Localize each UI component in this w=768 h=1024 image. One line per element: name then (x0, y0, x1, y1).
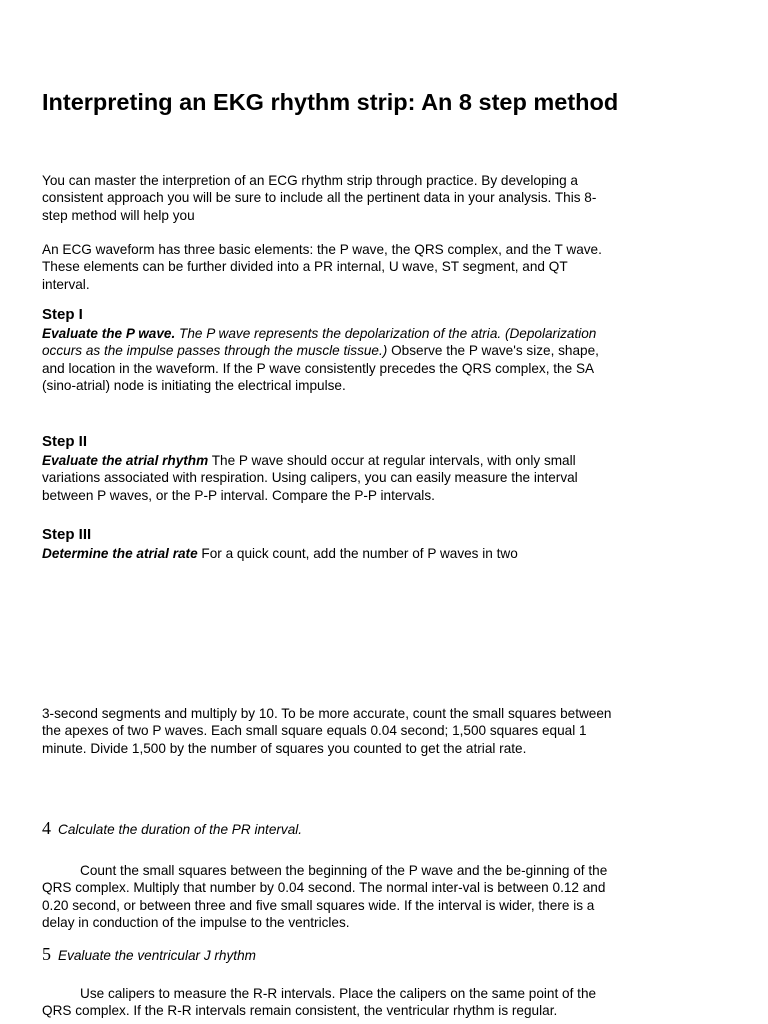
step-2-paragraph (42, 452, 617, 504)
step-5-heading: Evaluate the ventricular J rhythm (58, 948, 256, 963)
step-2-body: The P wave should occur at regular intervals, with only small variations associated with respiration. Using calipers, you can easily measure the interval between P waves, or the P-P interval. Compare the P-P intervals. (42, 453, 578, 503)
step-4-paragraph (42, 862, 612, 932)
step-5-number: 5 (42, 944, 51, 964)
step-5-body: Use calipers to measure the R-R intervals. Place the calipers on the same point of the QRS complex. If the R-R intervals remain consistent, the ventricular rhythm is regular. (42, 986, 597, 1019)
step-4-heading-line (42, 818, 302, 840)
page-title: Interpreting an EKG rhythm strip: An 8 step method (42, 89, 619, 115)
step-3-paragraph (42, 545, 617, 562)
step-1-body: Observe the P wave's size, shape, and location in the waveform. If the P wave consistently precedes the QRS complex, the SA (sino-atrial) node is initiating the electrical impulse. (42, 343, 599, 394)
step-3-body: For a quick count, add the number of P waves in two (197, 546, 518, 561)
step-2-heading: Step II (42, 433, 88, 450)
step-4-heading: Calculate the duration of the PR interval. (58, 822, 303, 837)
step-5-heading-line (42, 944, 256, 966)
intro-paragraph: You can master the interpretion of an ECG rhythm strip through practice. By developing a consistent approach you will be sure to include all the pertinent data in your analysis. This 8-step method will help you (42, 173, 597, 223)
step-3-heading: Step III (42, 526, 92, 543)
step-3-lead: Determine the atrial rate (42, 546, 198, 561)
step-1-italic-text: The P wave represents the depolarization of the atria. (Depolarization occurs as the impulse passes through the muscle tissue.) (42, 326, 597, 359)
step-5-paragraph (42, 985, 617, 1020)
step-1-paragraph (42, 325, 617, 395)
elements-paragraph: An ECG waveform has three basic elements: the P wave, the QRS complex, and the T wave. These elements can be further divided into a PR internal, U wave, ST segment, and QT interval. (42, 242, 602, 292)
step-3-continuation: 3-second segments and multiply by 10. To be more accurate, count the small squares between the apexes of two P waves. Each small square equals 0.04 second; 1,500 squares equal 1 minute. Divide 1,500 by the number of squares you counted to get the atrial rate. (42, 706, 612, 756)
step-1-heading: Step I (42, 306, 83, 323)
step-2-lead: Evaluate the atrial rhythm (42, 453, 209, 468)
step-1-lead: Evaluate the P wave. (42, 326, 176, 341)
step-4-body: Count the small squares between the beginning of the P wave and the be-ginning of the QRS complex. Multiply that number by 0.04 second. The normal inter-val is between 0.12 and 0.20 second, or between three and five small squares wide. If the interval is wider, there is a delay in conduction of the impulse to the ventricles. (42, 863, 608, 931)
step-4-number: 4 (42, 818, 51, 838)
